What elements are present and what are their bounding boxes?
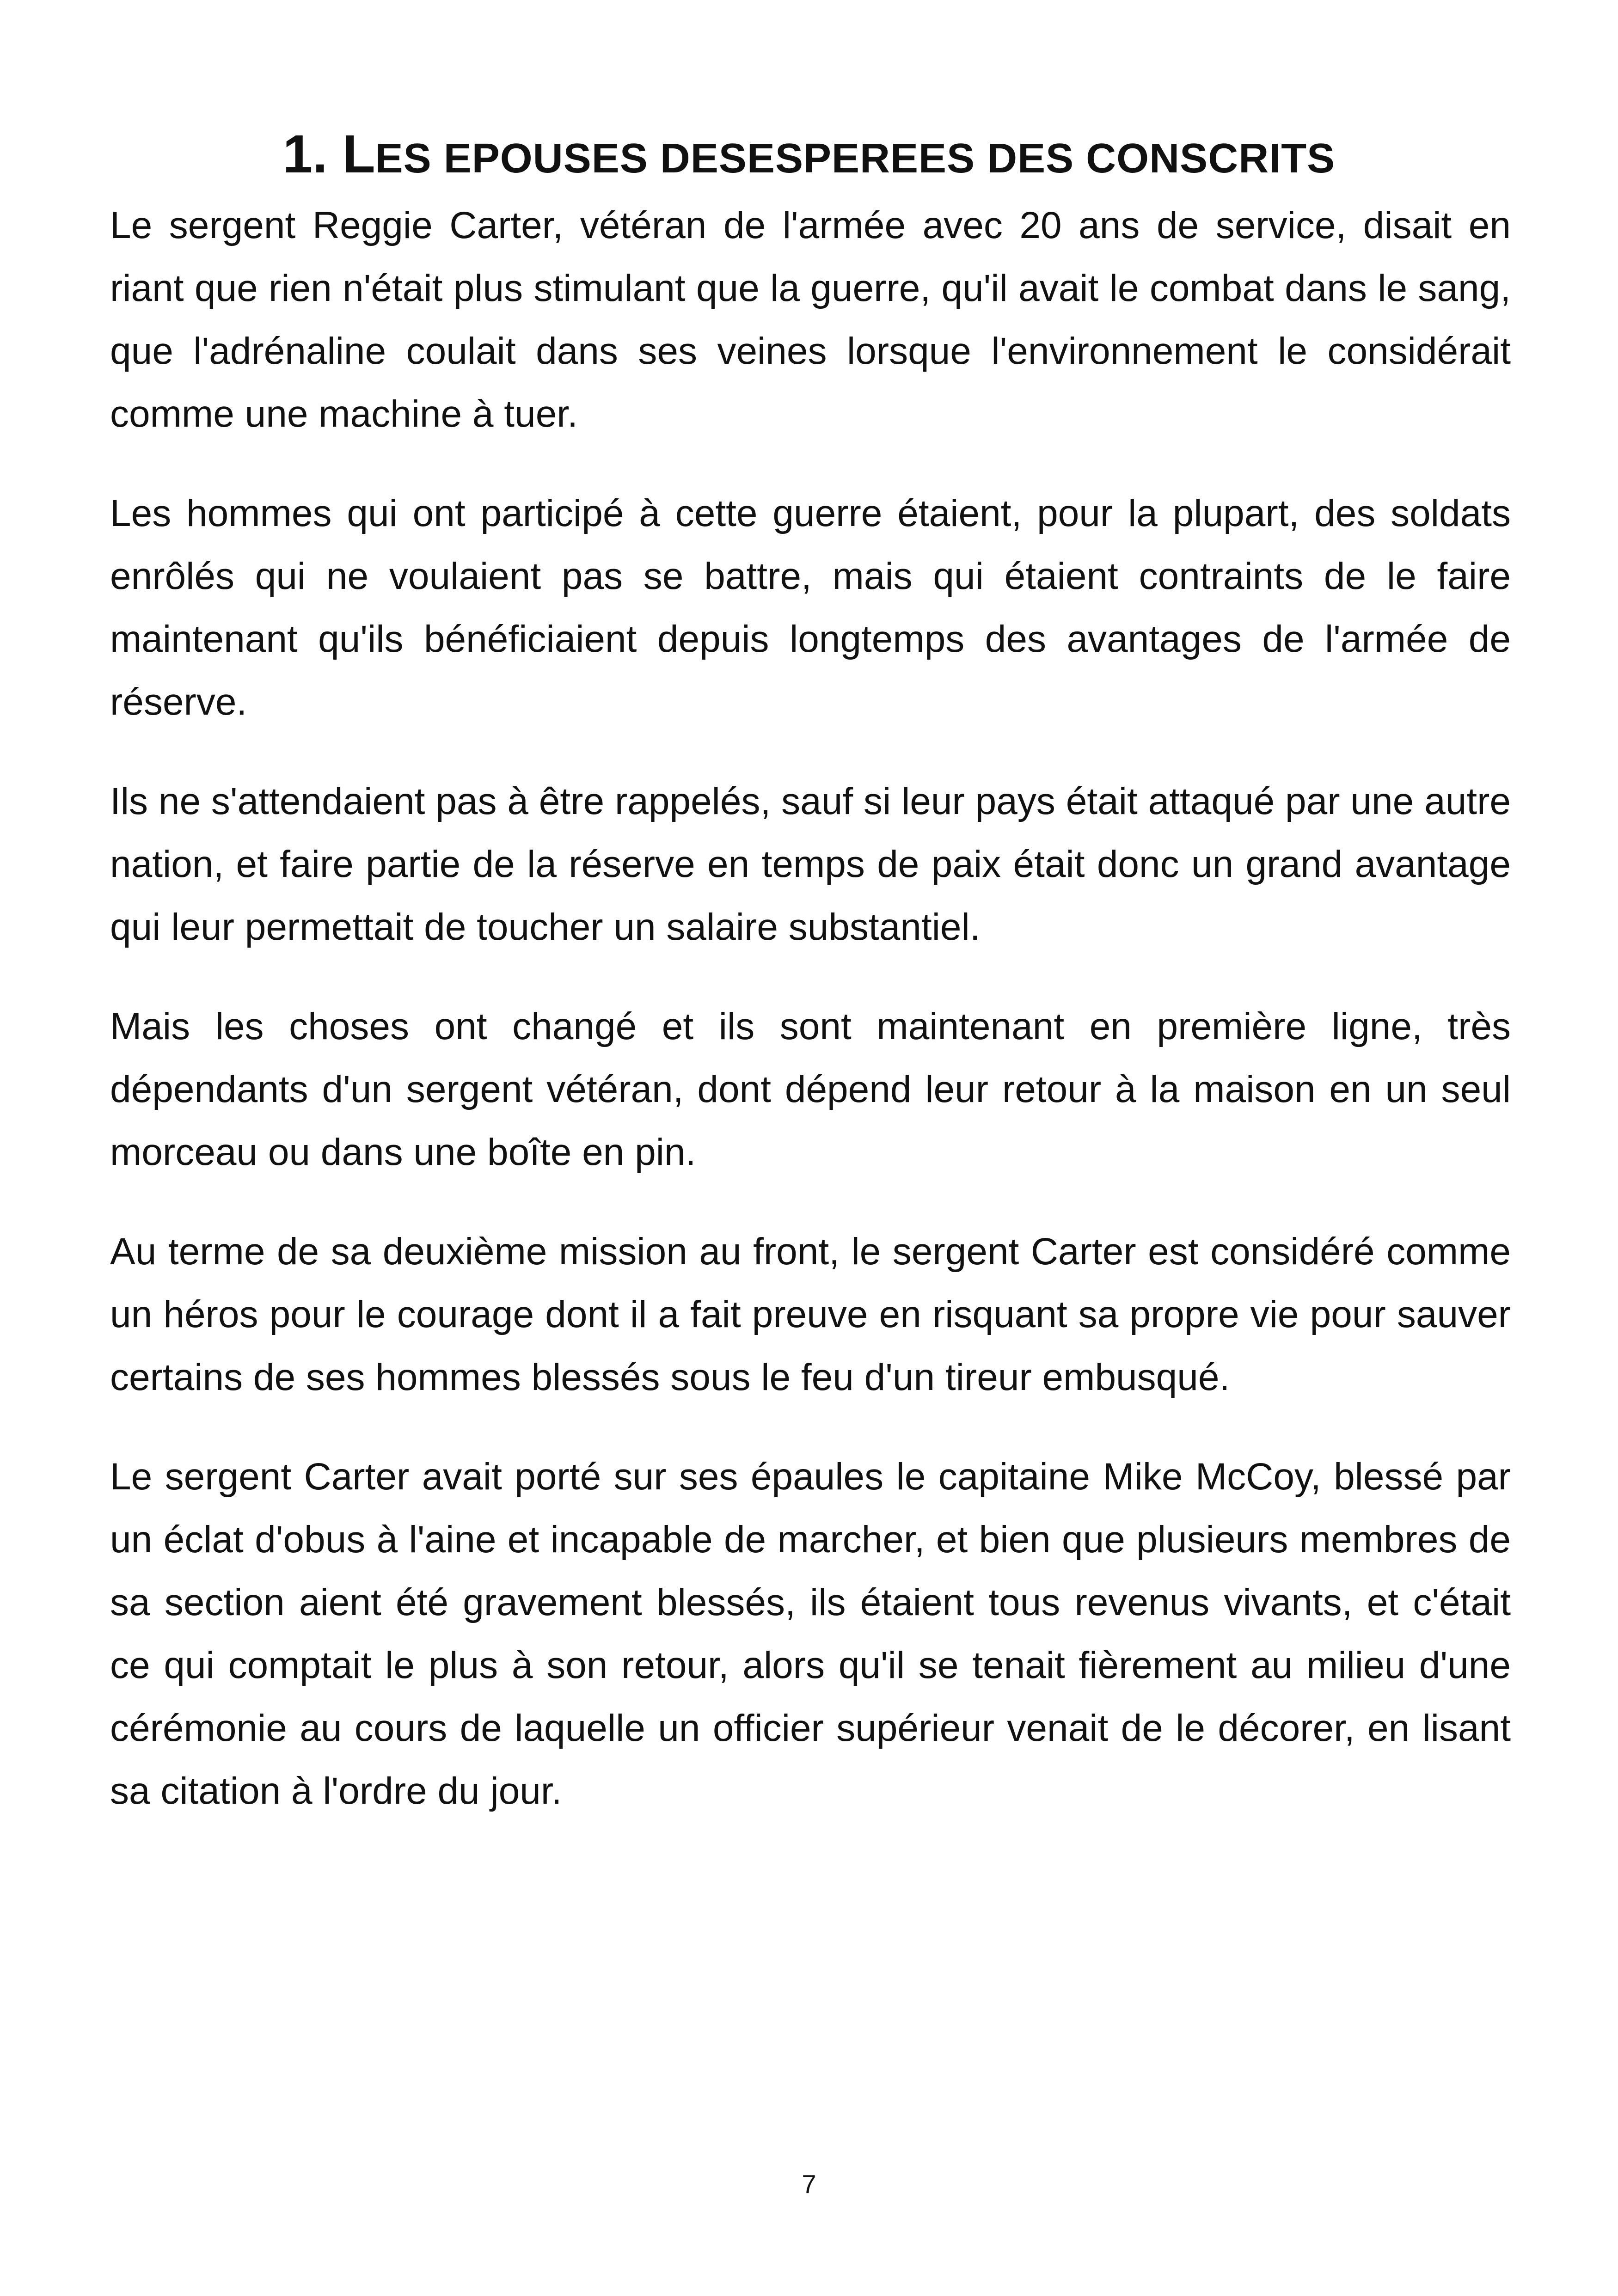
chapter-heading	[0, 122, 1618, 191]
paragraph: Ils ne s'attendaient pas à être rappelés, sauf si leur pays était attaqué par une autre nation, et faire partie de la réserve en temps de paix était donc un grand avantage qui leur permettait de toucher un salaire substantiel.	[110, 780, 1511, 948]
chapter-title-rest: ES EPOUSES DESESPEREES DES CONSCRITS	[375, 135, 1336, 182]
page-number: 7	[802, 2169, 816, 2198]
paragraph: Le sergent Reggie Carter, vétéran de l'armée avec 20 ans de service, disait en riant que rien n'était plus stimulant que la guerre, qu'il avait le combat dans le sang, que l'adrénaline coulait dans ses veines lorsque l'environnement le considérait comme une machine à tuer.	[110, 204, 1511, 435]
paragraph: Au terme de sa deuxième mission au front, le sergent Carter est considéré comme un héros pour le courage dont il a fait preuve en risquant sa propre vie pour sauver certains de ses hommes blessés sous le feu d'un tireur embusqué.	[110, 1231, 1511, 1398]
paragraph: Les hommes qui ont participé à cette guerre étaient, pour la plupart, des soldats enrôlés qui ne voulaient pas se battre, mais qui étaient contraints de le faire maintenant qu'ils bénéficiaient depuis longtemps des avantages de l'armée de réserve.	[110, 492, 1511, 723]
chapter-number: 1.	[282, 123, 328, 184]
body-text	[110, 194, 1511, 1859]
paragraph: Le sergent Carter avait porté sur ses épaules le capitaine Mike McCoy, blessé par un éclat d'obus à l'aine et incapable de marcher, et bien que plusieurs membres de sa section aient été gravement blessés, ils étaient tous revenus vivants, et c'était ce qui comptait le plus à son retour, alors qu'il se tenait fièrement au milieu d'une cérémonie au cours de laquelle un officier supérieur venait de le décorer, en lisant sa citation à l'ordre du jour.	[110, 1456, 1511, 1812]
chapter-title-lead-letter: L	[342, 123, 375, 184]
paragraph: Mais les choses ont changé et ils sont maintenant en première ligne, très dépendants d'un sergent vétéran, dont dépend leur retour à la maison en un seul morceau ou dans une boîte en pin.	[110, 1005, 1511, 1173]
